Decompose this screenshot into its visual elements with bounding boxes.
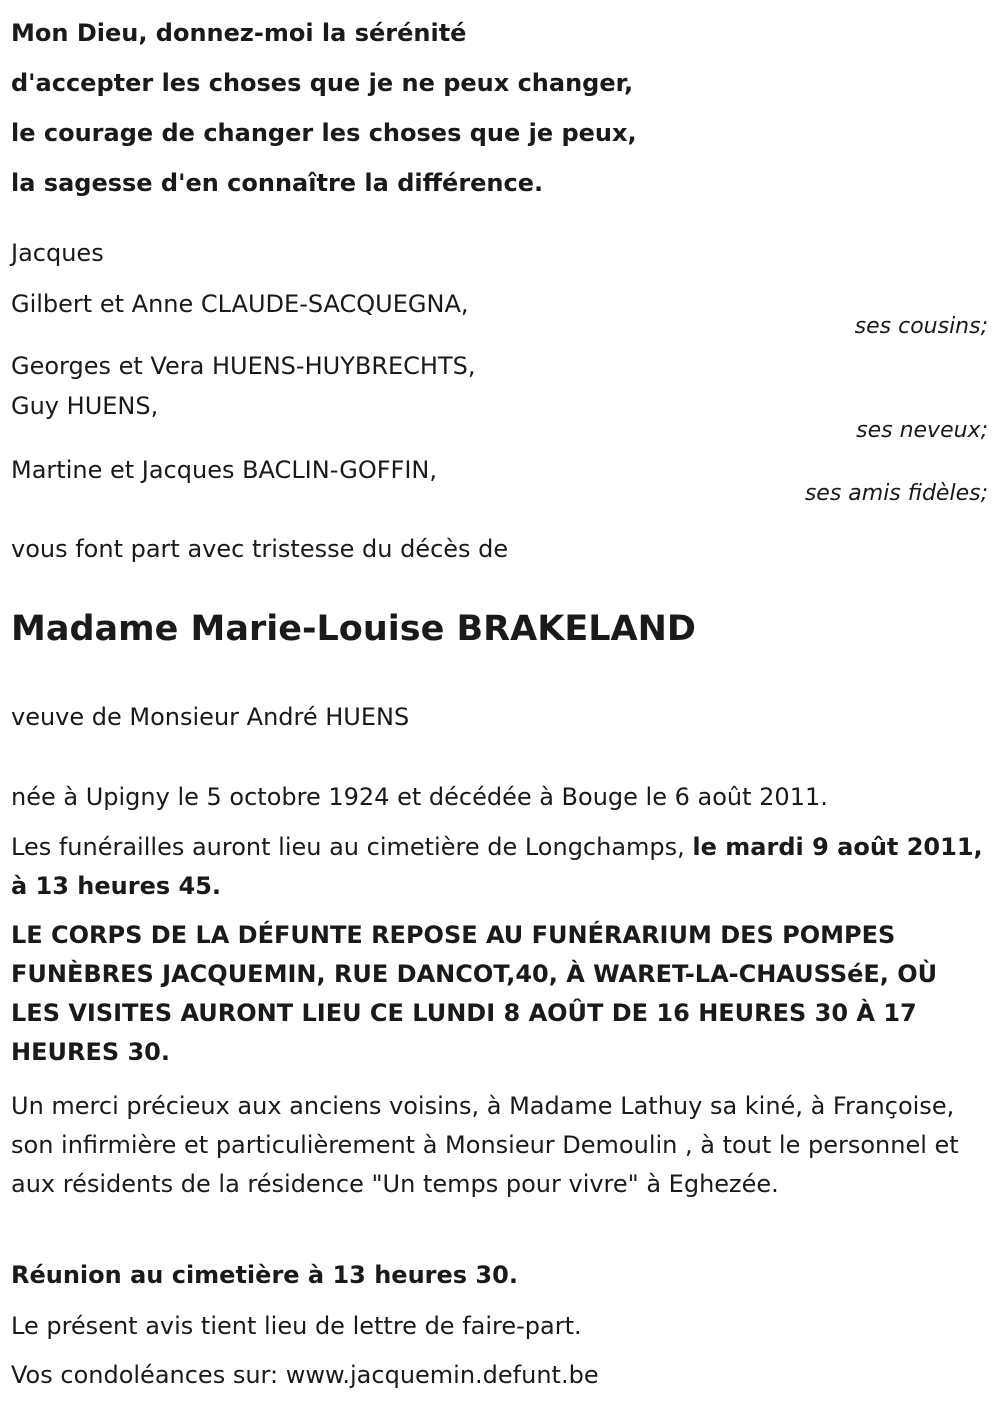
relation-label: ses cousins;	[854, 314, 988, 339]
prayer-line: d'accepter les choses que je ne peux changer,	[11, 69, 634, 97]
family-member: Georges et Vera HUENS-HUYBRECHTS,	[11, 352, 476, 380]
funeral-text: Les funérailles auront lieu au cimetière de Longchamps,	[11, 833, 693, 861]
prayer-line: le courage de changer les choses que je peux,	[11, 119, 637, 147]
meeting-info: Réunion au cimetière à 13 heures 30.	[11, 1261, 518, 1289]
relation-label: ses amis fidèles;	[804, 481, 988, 506]
family-member: Gilbert et Anne CLAUDE-SACQUEGNA,	[11, 290, 469, 318]
birth-death-info: née à Upigny le 5 octobre 1924 et décédée à Bouge le 6 août 2011.	[11, 783, 828, 811]
condolences-link[interactable]: Vos condoléances sur: www.jacquemin.defunt.be	[11, 1361, 599, 1389]
relation-label: ses neveux;	[856, 418, 988, 443]
family-member: Jacques	[11, 239, 104, 267]
prayer-line: Mon Dieu, donnez-moi la sérénité	[11, 19, 467, 47]
funeral-date: le mardi 9 août 2011, à 13 heures 45.	[11, 833, 983, 900]
notice-text: Le présent avis tient lieu de lettre de faire-part.	[11, 1312, 582, 1340]
deceased-name: Madame Marie-Louise BRAKELAND	[11, 609, 696, 649]
announcement-text: vous font part avec tristesse du décès de	[11, 535, 509, 563]
prayer-verse	[11, 8, 637, 208]
funeral-info	[11, 828, 986, 906]
family-member: Guy HUENS,	[11, 392, 159, 420]
family-member: Martine et Jacques BACLIN-GOFFIN,	[11, 456, 438, 484]
thanks-text: Un merci précieux aux anciens voisins, à Madame Lathuy sa kiné, à Françoise, son infirmière et particulièrement à Monsieur Demoulin , à tout le personnel et aux résidents de la résidence "Un temps pour vivre" à Eghezée.	[11, 1092, 959, 1198]
widow-of: veuve de Monsieur André HUENS	[11, 703, 410, 731]
visits-info: LE CORPS DE LA DÉFUNTE REPOSE AU FUNÉRARIUM DES POMPES FUNÈBRES JACQUEMIN, RUE DANCOT,40, À WARET-LA-CHAUSSéE, OÙ LES VISITES AURONT LIEU CE LUNDI 8 AOÛT DE 16 HEURES 30 À 17 HEURES 30.	[11, 921, 938, 1066]
prayer-line: la sagesse d'en connaître la différence.	[11, 169, 544, 197]
